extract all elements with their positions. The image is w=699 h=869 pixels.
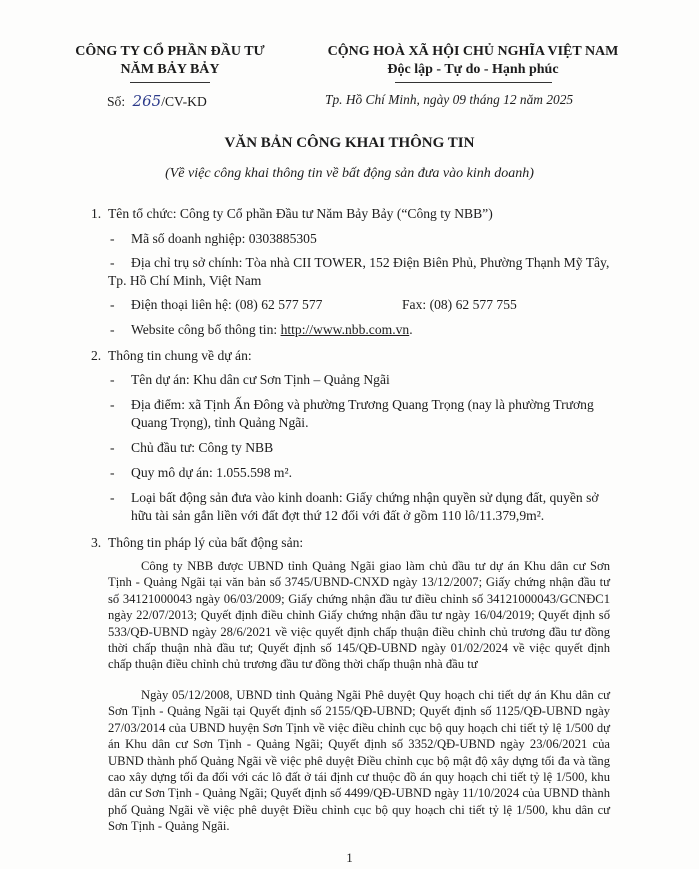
bullet-dash: - [110,255,115,270]
doc-number-prefix: Số: [107,94,126,109]
section-3-heading: Thông tin pháp lý của bất động sản: [108,535,304,550]
bullet-dash: - [110,440,115,455]
investor: Chủ đầu tư: Công ty NBB [131,440,274,455]
page-number: 1 [346,850,353,865]
doc-number [107,92,207,110]
document-title: VĂN BẢN CÔNG KHAI THÔNG TIN [224,135,475,151]
website-link[interactable]: http://www.nbb.com.vn [280,322,410,337]
bullet-dash: - [110,490,115,505]
location-line2: Quang Trọng), tỉnh Quảng Ngãi. [131,415,309,430]
company-name-line2: NĂM BẢY BẢY [120,62,220,77]
bullet-dash: - [110,397,115,412]
company-underline [130,82,210,83]
property-type-line2: hữu tài sản gắn liền với đất đợt thứ 12 đối với đất ở gồm 110 lô/11.379,9m². [131,508,545,523]
nation-title: CỘNG HOÀ XÃ HỘI CHỦ NGHĨA VIỆT NAM [327,44,619,59]
bullet-dash: - [110,322,115,337]
bullet-dash: - [110,465,115,480]
address-line1: Địa chỉ trụ sở chính: Tòa nhà CII TOWER, 152 Điện Biên Phủ, Phường Thạnh Mỹ Tây, [131,255,610,270]
project-scale: Quy mô dự án: 1.055.598 m². [131,465,292,480]
phone: Điện thoại liên hệ: (08) 62 577 577 [131,297,323,312]
section-2-heading: Thông tin chung về dự án: [108,348,252,363]
address-line2: Tp. Hồ Chí Minh, Việt Nam [108,273,262,288]
nation-motto: Độc lập - Tự do - Hạnh phúc [387,62,559,77]
project-name: Tên dự án: Khu dân cư Sơn Tịnh – Quảng Ngãi [131,372,390,387]
property-type-line1: Loại bất động sản đưa vào kinh doanh: Giấy chứng nhận quyền sử dụng đất, quyền sở [131,490,599,505]
section-2-number: 2. [91,348,102,363]
section-1-number: 1. [91,206,102,221]
bullet-dash: - [110,231,115,246]
doc-number-handwritten: 265 [132,92,162,110]
doc-number-suffix: /CV-KD [161,94,207,109]
section-1-heading: Tên tổ chức: Công ty Cổ phần Đầu tư Năm Bảy Bảy (“Công ty NBB”) [108,206,493,221]
legal-paragraph-1: Công ty NBB được UBND tỉnh Quảng Ngãi giao làm chủ đầu tư dự án Khu dân cư Sơn Tịnh - Quảng Ngãi tại văn bản số 3745/UBND-CNXD ngày 13/12/2007; Giấy chứng nhận đầu tư số 34121000043 ngày 06/03/2009; Giấy chứng nhận đầu tư điều chỉnh số 34121000043/GCNĐC1 ngày 22/07/2013; Quyết định điều chỉnh Giấy chứng nhận đầu tư ngày 16/04/2019; Quyết định số 533/QĐ-UBND ngày 28/6/2021 về việc quyết định chấp thuận điều chỉnh chủ trương đầu tư đồng thời chấp thuận nhà đầu tư; Quyết định số 145/QĐ-UBND ngày 01/02/2024 về việc quyết định chấp thuận điều chỉnh chủ trương đầu tư đồng thời chấp thuận nhà đầu tư [108,559,610,672]
fax: Fax: (08) 62 577 755 [402,297,517,312]
website-label: Website công bố thông tin: [131,322,278,337]
company-name-line1: CÔNG TY CỔ PHẦN ĐẦU TƯ [75,44,265,59]
legal-paragraph-2: Ngày 05/12/2008, UBND tỉnh Quảng Ngãi Phê duyệt Quy hoạch chi tiết dự án Khu dân cư Sơn Tịnh - Quảng Ngãi tại Quyết định số 2155/QĐ-UBND; Quyết định số 1125/QĐ-UBND ngày 27/03/2014 của UBND huyện Sơn Tịnh về việc điều chỉnh cục bộ quy hoạch chi tiết tỷ lệ 1/500 dự án Khu dân cư Sơn Tịnh - Quảng Ngãi; Quyết định số 3352/QĐ-UBND ngày 23/06/2021 của UBND thành phố Quảng Ngãi về việc phê duyệt Điều chỉnh cục bộ mật độ xây dựng tối đa và tầng cao xây dựng tối đa đối với các lô đất ở tái định cư thuộc đồ án quy hoạch chi tiết tỷ lệ 1/500, khu dân cư Sơn Tịnh - Quảng Ngãi; Quyết định số 4499/QĐ-UBND ngày 11/10/2024 của UBND thành phố Quảng Ngãi về việc phê duyệt Điều chỉnh cục bộ quy hoạch chi tiết tỷ lệ 1/500, khu dân cư Sơn Tịnh - Quảng Ngãi. [108,688,610,834]
document-subtitle: (Về việc công khai thông tin về bất động sản đưa vào kinh doanh) [165,166,534,181]
website [131,322,413,338]
bullet-dash: - [110,297,115,312]
bullet-dash: - [110,372,115,387]
section-3-number: 3. [91,535,102,550]
tax-code: Mã số doanh nghiệp: 0303885305 [131,231,317,246]
website-end: . [409,322,413,337]
motto-underline [395,82,552,83]
location-line1: Địa điểm: xã Tịnh Ấn Đông và phường Trương Quang Trọng (nay là phường Trương [131,397,594,412]
place-date: Tp. Hồ Chí Minh, ngày 09 tháng 12 năm 2025 [325,92,574,107]
